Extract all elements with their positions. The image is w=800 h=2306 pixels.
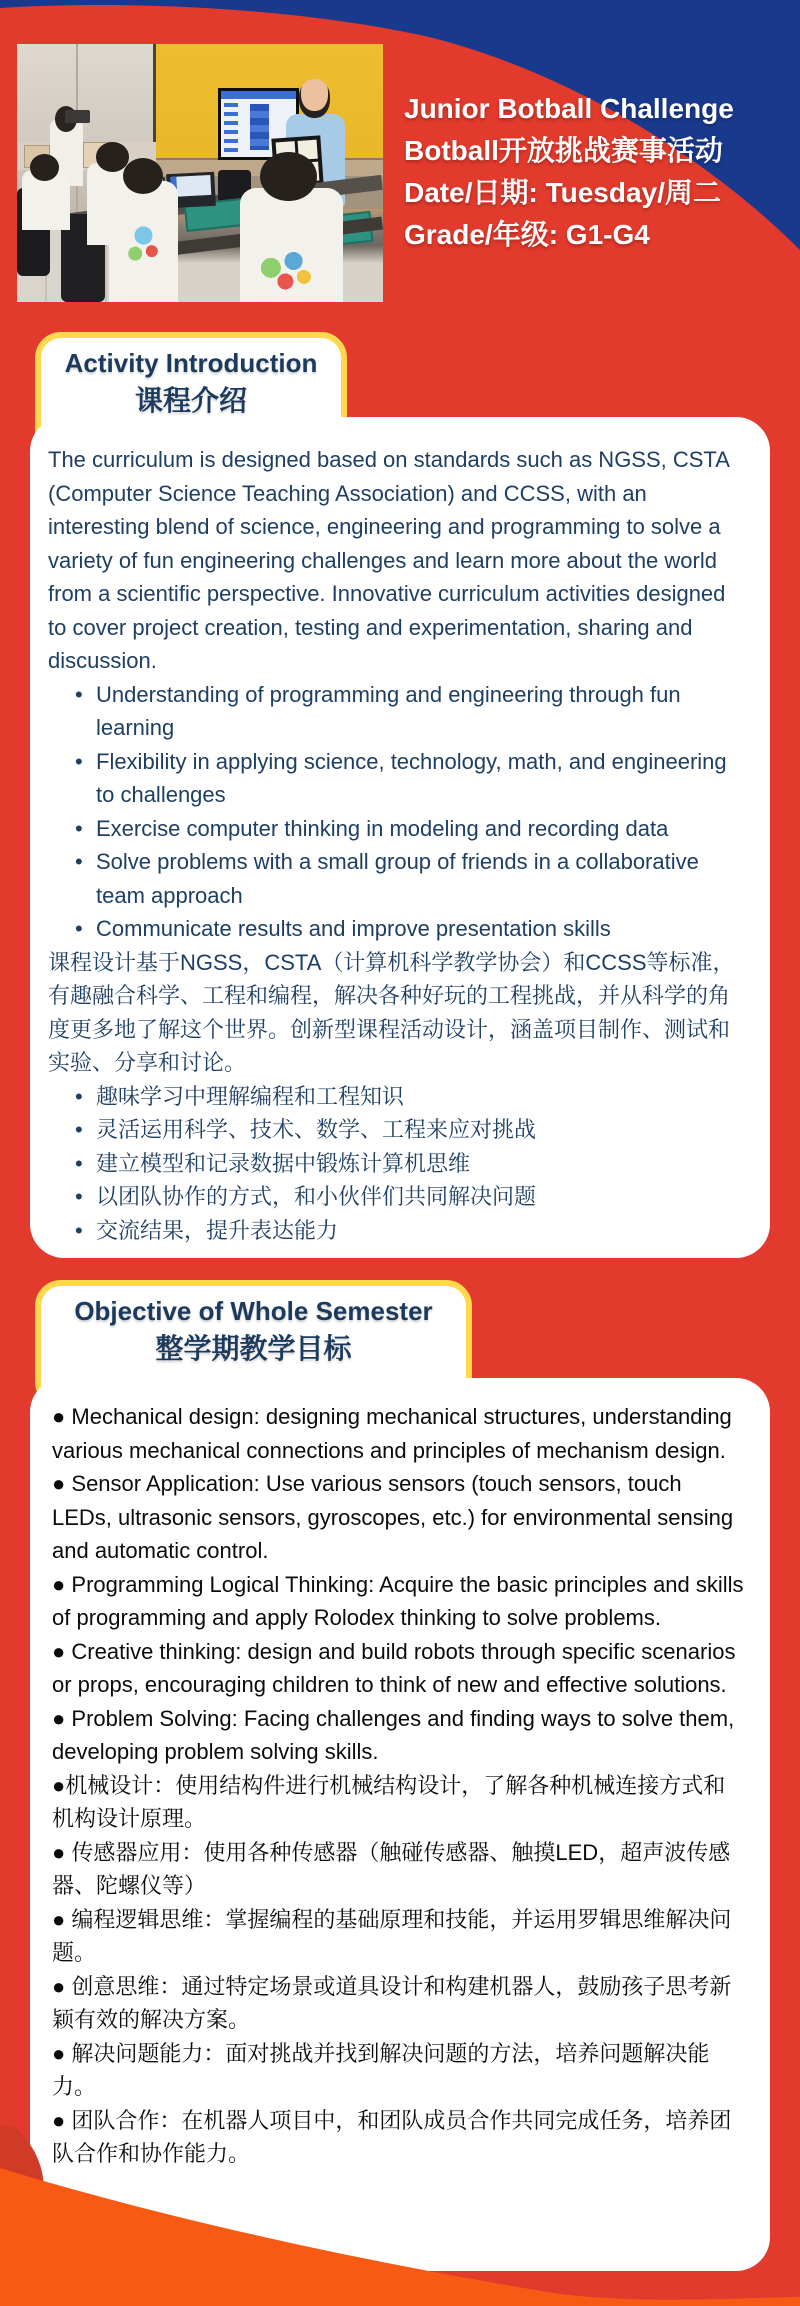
intro-bullet-en: • Communicate results and improve presentation skills [96, 912, 748, 946]
intro-bullet-zh: • 交流结果，提升表达能力 [96, 1214, 748, 1248]
poster-title [404, 88, 798, 256]
photo-tv-code-blocks [250, 104, 269, 150]
objective-item: ● Mechanical design: designing mechanical structures, understanding various mechanical connections and principles of mechanism design. [52, 1404, 732, 1463]
photo-student [109, 181, 179, 302]
title-line-3: Date/日期: Tuesday/周二 [404, 177, 721, 208]
section-heading-zh: 课程介绍 [134, 385, 247, 416]
objective-item: ● 传感器应用：使用各种传感器（触碰传感器、触摸LED，超声波传感器、陀螺仪等） [52, 1839, 731, 1898]
photo-student-head [30, 154, 59, 181]
intro-bullet-zh: • 趣味学习中理解编程和工程知识 [96, 1080, 748, 1114]
intro-bullets-en [48, 678, 748, 946]
photo-teacher-head [299, 79, 330, 118]
intro-bullets-zh [48, 1080, 748, 1248]
intro-bullet-en: • Solve problems with a small group of friends in a collaborative team approach [96, 845, 748, 912]
photo-student-foreground [240, 188, 342, 302]
photo-tv-toolbar [221, 91, 296, 99]
photo-student-head [123, 158, 163, 194]
photo-tv-block-palette [224, 103, 237, 152]
bottom-wave-decoration [0, 2126, 800, 2306]
intro-paragraph-zh: 课程设计基于NGSS，CSTA（计算机科学教学协会）和CCSS等标准，有趣融合科学、工程和编程，解决各种好玩的工程挑战，并从科学的角度更多地了解这个世界。创新型课程活动设计，涵盖项目制作、测试和实验、分享和讨论。 [48, 949, 735, 1075]
section-heading-zh: 整学期教学目标 [155, 1333, 352, 1364]
objective-item: ● 创意思维：通过特定场景或道具设计和构建机器人，鼓励孩子思考新颖有效的解决方案。 [52, 1973, 732, 2032]
section-heading-en: Objective of Whole Semester [74, 1296, 433, 1326]
objective-item: ● 团队合作：在机器人项目中，和团队成员合作共同完成任务，培养团队合作和协作能力。 [52, 2107, 732, 2166]
section-heading-en: Activity Introduction [64, 348, 318, 378]
objective-item: ● Sensor Application: Use various sensors (touch sensors, touch LEDs, ultrasonic sensors, gyroscopes, etc.) for environmental sensing and automatic control. [52, 1471, 734, 1563]
activity-introduction-box [30, 417, 770, 1258]
title-line-1: Junior Botball Challenge [404, 93, 734, 124]
photo-student-head [96, 142, 129, 172]
title-line-4: Grade/年级: G1-G4 [404, 219, 650, 250]
intro-bullet-en: • Understanding of programming and engineering through fun learning [96, 678, 748, 745]
objective-item: ● Creative thinking: design and build robots through specific scenarios or props, encouraging children to think of new and effective solutions. [52, 1638, 736, 1697]
intro-bullet-en: • Exercise computer thinking in modeling and recording data [96, 812, 748, 846]
objective-item: ●机械设计：使用结构件进行机械结构设计，了解各种机械连接方式和机构设计原理。 [52, 1772, 726, 1831]
objective-item: ● 解决问题能力：面对挑战并找到解决问题的方法，培养问题解决能力。 [52, 2040, 710, 2099]
objective-item: ● Programming Logical Thinking: Acquire the basic principles and skills of programming and apply Rolodex thinking to solve problems. [52, 1571, 744, 1630]
objective-item: ● 编程逻辑思维：掌握编程的基础原理和技能，并运用罗辑思维解决问题。 [52, 1906, 732, 1965]
intro-bullet-zh: • 以团队协作的方式，和小伙伴们共同解决问题 [96, 1180, 748, 1214]
intro-bullet-zh: • 灵活运用科学、技术、数学、工程来应对挑战 [96, 1113, 748, 1147]
classroom-photo [17, 44, 383, 302]
intro-paragraph-en: The curriculum is designed based on standards such as NGSS, CSTA (Computer Science Teaching Association) and CCSS, with an interesting blend of science, engineering and programming to solve a variety of fun engineering challenges and learn more about the world from a scientific perspective. Innovative curriculum activities designed to cover project creation, testing and experimentation, sharing and discussion. [48, 447, 729, 673]
objective-item: ● Problem Solving: Facing challenges and finding ways to solve them, developing problem solving skills. [52, 1705, 735, 1764]
photo-robot [65, 110, 91, 123]
intro-bullet-en: • Flexibility in applying science, technology, math, and engineering to challenges [96, 745, 748, 812]
intro-bullet-zh: • 建立模型和记录数据中锻炼计算机思维 [96, 1147, 748, 1181]
title-line-2: Botball开放挑战赛事活动 [404, 135, 723, 166]
